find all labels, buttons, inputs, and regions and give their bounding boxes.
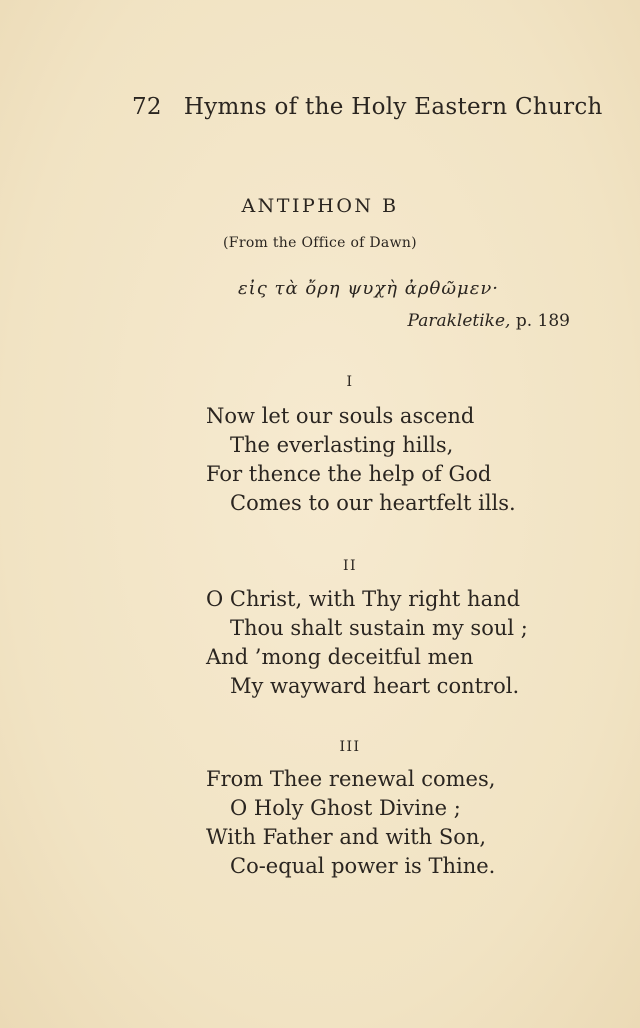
stanza-numeral-3: III <box>339 739 361 755</box>
stanza-numeral-1: I <box>346 374 354 390</box>
source-page: p. 189 <box>515 311 570 331</box>
source-book: Parakletike, <box>407 311 511 331</box>
verse-line: O Holy Ghost Divine ; <box>230 796 461 820</box>
running-header <box>132 94 603 120</box>
verse-line: For thence the help of God <box>206 462 492 486</box>
stanza-numeral-2: II <box>342 558 358 574</box>
page-number: 72 <box>132 94 162 120</box>
verse-line: Thou shalt sustain my soul ; <box>230 616 528 640</box>
verse-line: From Thee renewal comes, <box>206 767 496 791</box>
greek-incipit: εἰς τὰ ὄρη ψυχὴ ἀρθῶμεν· <box>238 278 500 299</box>
verse-line: Co-equal power is Thine. <box>230 854 496 878</box>
stanza-2 <box>206 585 528 701</box>
stanza-3 <box>206 765 495 881</box>
hymn-subtitle: (From the Office of Dawn) <box>223 235 417 251</box>
verse-line: The everlasting hills, <box>230 433 454 457</box>
verse-line: O Christ, with Thy right hand <box>206 587 521 611</box>
stanza-1 <box>206 402 516 518</box>
verse-line: And ’mong deceitful men <box>206 645 474 669</box>
verse-line: My wayward heart control. <box>230 674 520 698</box>
running-title: Hymns of the Holy Eastern Church <box>183 94 603 120</box>
verse-line: Comes to our heartfelt ills. <box>230 491 516 515</box>
verse-line: Now let our souls ascend <box>206 404 475 428</box>
verse-line: With Father and with Son, <box>206 825 487 849</box>
hymn-title: ANTIPHON B <box>241 195 399 217</box>
source-citation <box>408 311 570 331</box>
